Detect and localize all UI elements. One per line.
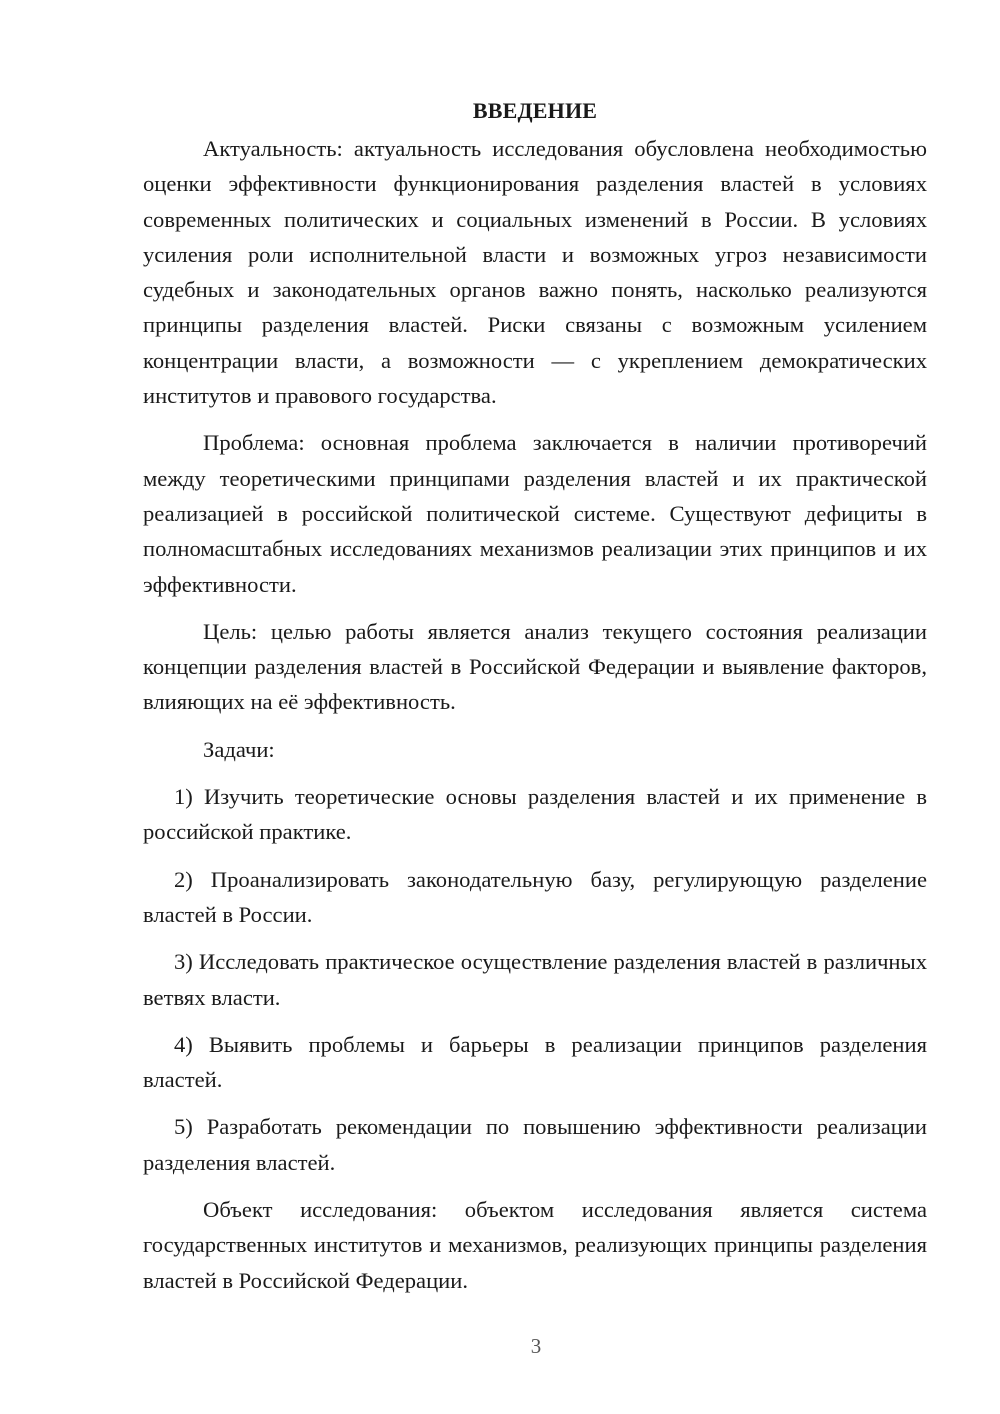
section-heading: ВВЕДЕНИЕ	[472, 98, 598, 123]
tasks-label: Задачи:	[203, 736, 275, 762]
list-item: 2) Проанализировать законодательную базу, регулирующую разделение властей в России.	[143, 866, 927, 927]
paragraph-problem: Проблема: основная проблема заключается в наличии противоречий между теоретическими принципами разделения властей и их практической реализацией в российской политической системе. Существуют дефициты в полномасштабных исследованиях механизмов реализации этих принципов и их эффективности.	[143, 430, 927, 597]
page-number: 3	[530, 1334, 542, 1358]
list-item: 3) Исследовать практическое осуществление разделения властей в различных ветвях власти.	[143, 949, 927, 1010]
list-item: 1) Изучить теоретические основы разделения властей и их применение в российской практике.	[143, 784, 927, 845]
tasks-list	[143, 779, 927, 1180]
list-item: 5) Разработать рекомендации по повышению эффективности реализации разделения властей.	[143, 1114, 927, 1175]
list-item: 4) Выявить проблемы и барьеры в реализации принципов разделения властей.	[143, 1031, 927, 1093]
paragraph-relevance: Актуальность: актуальность исследования обусловлена необходимостью оценки эффективности функционирования разделения властей в условиях современных политических и социальных изменений в России. В условиях усиления роли исполнительной власти и возможных угроз независимости судебных и законодательных органов важно понять, насколько реализуются принципы разделения властей. Риски связаны с возможным усилением концентрации власти, а возможности — с укреплением демократических институтов и правового государства.	[143, 136, 927, 409]
paragraph-object: Объект исследования: объектом исследования является система государственных институтов и механизмов, реализующих принципы разделения властей в Российской Федерации.	[143, 1197, 927, 1293]
page-content	[143, 92, 927, 1298]
paragraph-goal: Цель: целью работы является анализ текущего состояния реализации концепции разделения властей в Российской Федерации и выявление факторов, влияющих на её эффективность.	[143, 618, 927, 715]
